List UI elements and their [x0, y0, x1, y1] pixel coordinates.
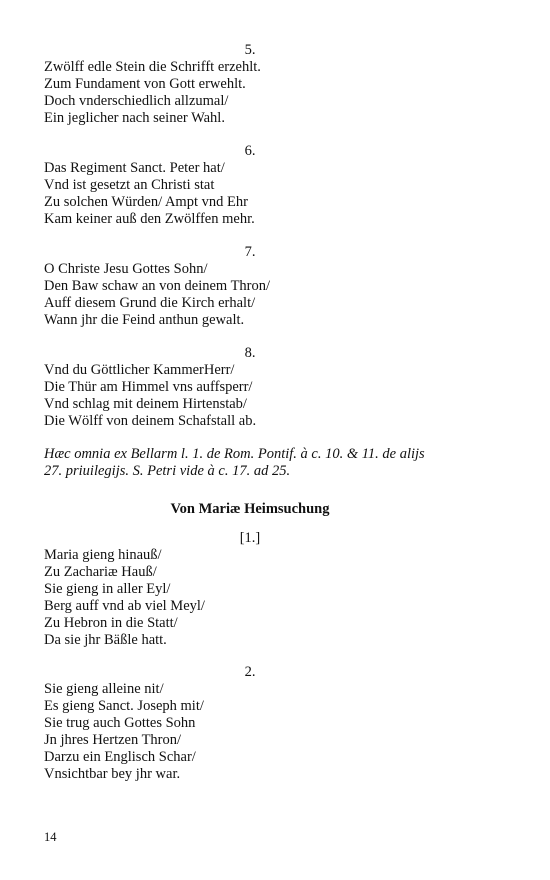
- verse-line: Es gieng Sanct. Joseph mit/: [44, 698, 204, 714]
- verse-line: Das Regiment Sanct. Peter hat/: [44, 160, 225, 176]
- verse-line: Vnsichtbar bey jhr war.: [44, 766, 181, 782]
- stanza: [44, 362, 464, 430]
- note-line: 27. priuilegijs. S. Petri vide à c. 17. ad 25.: [44, 463, 291, 479]
- verse-line: Darzu ein Englisch Schar/: [44, 749, 196, 765]
- stanza: [44, 547, 464, 649]
- verse-line: Maria gieng hinauß/: [44, 547, 162, 563]
- verse-line: Vnd schlag mit deinem Hirtenstab/: [44, 396, 247, 412]
- page-number: 14: [44, 830, 57, 844]
- stanza-number: 7.: [244, 244, 256, 260]
- stanza: [44, 681, 464, 783]
- verse-line: Zum Fundament von Gott erwehlt.: [44, 76, 246, 92]
- stanza-number: 8.: [244, 345, 256, 361]
- verse-line: Zu solchen Würden/ Ampt vnd Ehr: [44, 194, 248, 210]
- verse-line: Ein jeglicher nach seiner Wahl.: [44, 110, 225, 126]
- verse-line: Sie gieng in aller Eyl/: [44, 581, 171, 597]
- verse-line: Zwölff edle Stein die Schrifft erzehlt.: [44, 59, 261, 75]
- verse-line: Sie trug auch Gottes Sohn: [44, 715, 196, 731]
- verse-line: Kam keiner auß den Zwölffen mehr.: [44, 211, 255, 227]
- source-note: [44, 446, 474, 480]
- verse-line: Die Wölff von deinem Schafstall ab.: [44, 413, 257, 429]
- verse-line: Zu Hebron in die Statt/: [44, 615, 178, 631]
- stanza-number: 2.: [244, 664, 256, 680]
- verse-line: Die Thür am Himmel vns auffsperr/: [44, 379, 253, 395]
- verse-line: Da sie jhr Bäßle hatt.: [44, 632, 167, 648]
- verse-line: Sie gieng alleine nit/: [44, 681, 164, 697]
- stanza: [44, 59, 464, 127]
- verse-line: Den Baw schaw an von deinem Thron/: [44, 278, 271, 294]
- note-line: Hæc omnia ex Bellarm l. 1. de Rom. Pontif. à c. 10. & 11. de alijs: [44, 446, 425, 462]
- verse-line: Vnd ist gesetzt an Christi stat: [44, 177, 215, 193]
- verse-line: Zu Zachariæ Hauß/: [44, 564, 157, 580]
- stanza: [44, 160, 464, 228]
- verse-line: Vnd du Göttlicher KammerHerr/: [44, 362, 235, 378]
- verse-line: Berg auff vnd ab viel Meyl/: [44, 598, 205, 614]
- verse-line: Auff diesem Grund die Kirch erhalt/: [44, 295, 256, 311]
- stanza-number: 6.: [244, 143, 256, 159]
- verse-line: Wann jhr die Feind anthun gewalt.: [44, 312, 245, 328]
- stanza: [44, 261, 464, 329]
- verse-line: O Christe Jesu Gottes Sohn/: [44, 261, 208, 277]
- verse-line: Doch vnderschiedlich allzumal/: [44, 93, 229, 109]
- song-title: Von Mariæ Heimsuchung: [170, 501, 330, 517]
- verse-line: Jn jhres Hertzen Thron/: [44, 732, 182, 748]
- stanza-number: 5.: [244, 42, 256, 58]
- stanza-number: [1.]: [239, 530, 261, 546]
